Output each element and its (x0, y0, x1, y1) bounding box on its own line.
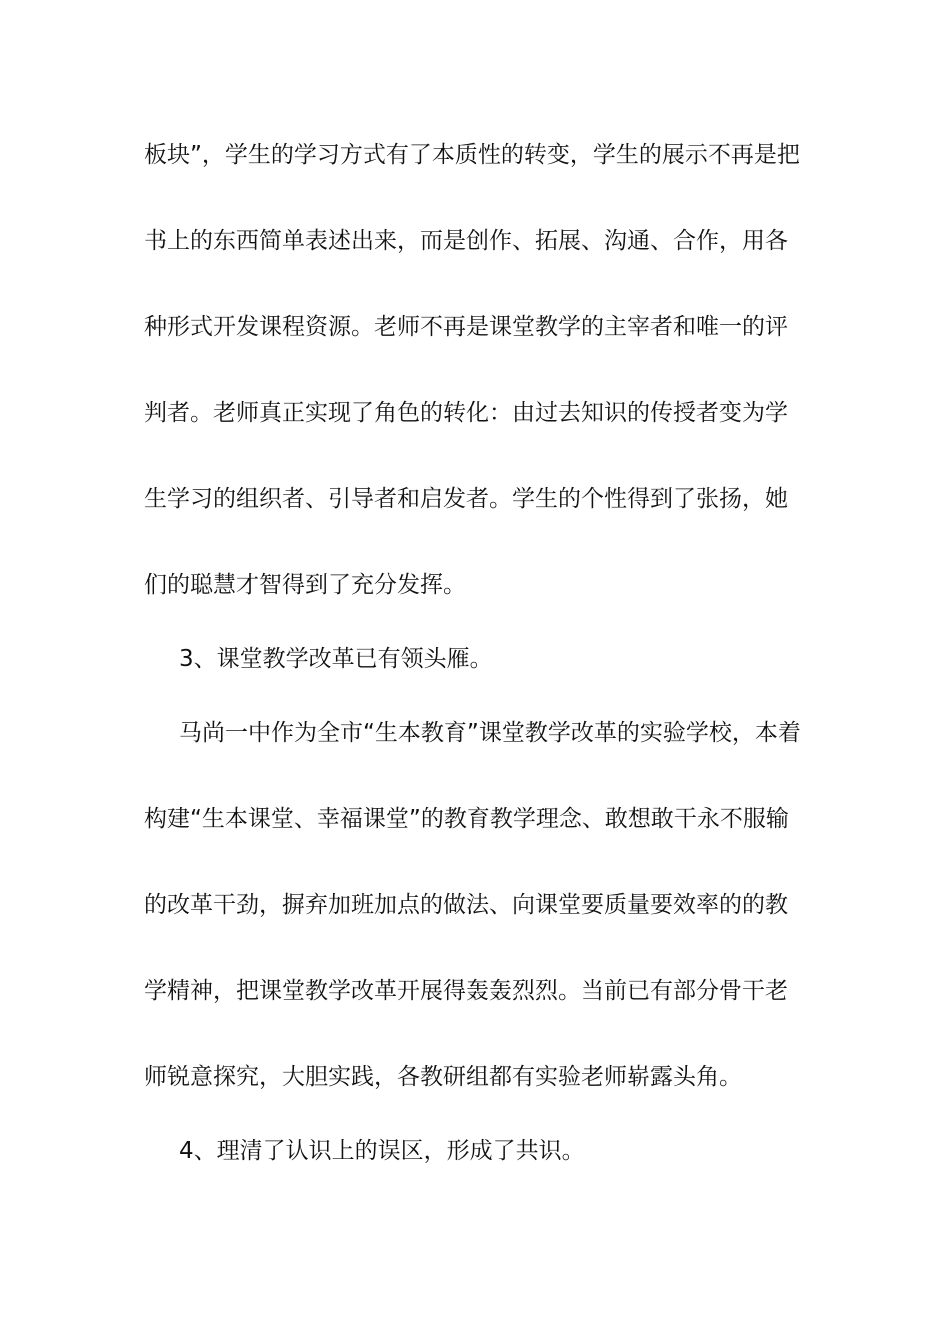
paragraph-line-5: 生学习的组织者、引导者和启发者。学生的个性得到了张扬，她 (144, 486, 788, 512)
paragraph-line-9: 的改革干劲，摒弃加班加点的做法、向课堂要质量要效率的的教 (144, 892, 788, 918)
paragraph-line-1: 板块”，学生的学习方式有了本质性的转变，学生的展示不再是把 (144, 142, 800, 168)
paragraph-line-3: 种形式开发课程资源。老师不再是课堂教学的主宰者和唯一的评 (144, 314, 788, 340)
section-heading-4: 4、理清了认识上的误区，形成了共识。 (179, 1138, 585, 1164)
paragraph-line-10: 学精神，把课堂教学改革开展得轰轰烈烈。当前已有部分骨干老 (144, 978, 788, 1004)
paragraph-line-2: 书上的东西简单表述出来，而是创作、拓展、沟通、合作，用各 (144, 228, 788, 254)
paragraph-line-4: 判者。老师真正实现了角色的转化：由过去知识的传授者变为学 (144, 400, 788, 426)
section-heading-3: 3、课堂教学改革已有领头雁。 (179, 646, 493, 672)
paragraph-line-11: 师锐意探究，大胆实践，各教研组都有实验老师崭露头角。 (144, 1064, 742, 1090)
paragraph-line-6: 们的聪慧才智得到了充分发挥。 (144, 572, 466, 598)
paragraph-line-8: 构建“生本课堂、幸福课堂”的教育教学理念、敢想敢干永不服输 (144, 806, 789, 832)
paragraph-line-7: 马尚一中作为全市“生本教育”课堂教学改革的实验学校，本着 (179, 720, 801, 746)
